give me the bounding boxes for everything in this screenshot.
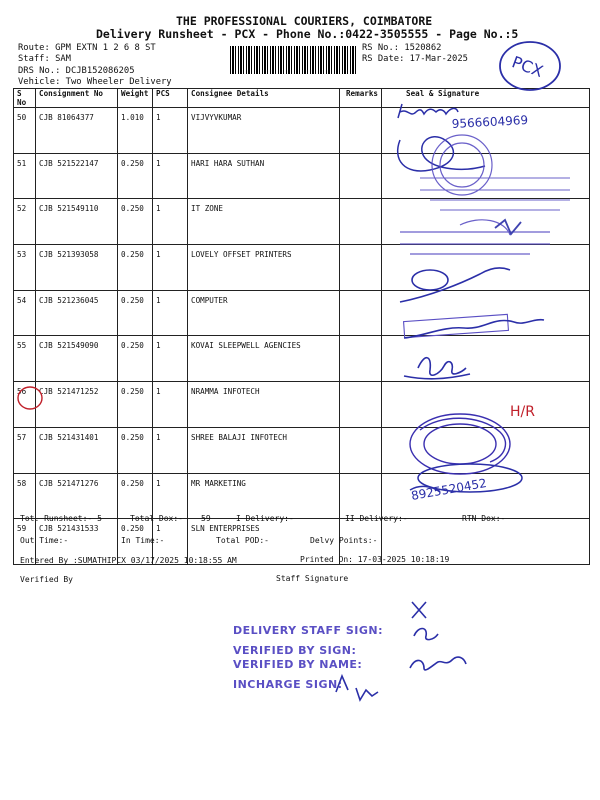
cell-sno: 56: [14, 382, 36, 428]
cell-pcs: 1: [153, 336, 188, 382]
cell-consignment: CJB 521549090: [36, 336, 118, 382]
seal-stamp-row-52: [420, 135, 570, 210]
phone-row-50: 9566604969: [451, 113, 529, 131]
mark-row-57: H/R: [510, 404, 535, 420]
cell-sno: 53: [14, 245, 36, 291]
cell-pcs: 1: [153, 153, 188, 199]
staff-text: Staff: SAM: [18, 54, 71, 64]
seal-stamp-row-55: [404, 314, 544, 338]
delvy-points: Delvy Points:-: [310, 536, 378, 545]
signature-row-59: [410, 464, 522, 503]
vehicle-text: Vehicle: Two Wheeler Delivery: [18, 77, 172, 87]
cell-weight: 1.010: [118, 108, 153, 154]
cell-consignment: CJB 521393058: [36, 245, 118, 291]
cell-consignee: SLN ENTERPRISES: [188, 519, 340, 565]
cell-pcs: 1: [153, 427, 188, 473]
pcx-text: PCX: [509, 52, 546, 82]
cell-pcs: 1: [153, 108, 188, 154]
cell-consignment: CJB 521522147: [36, 153, 118, 199]
col-sno: S No: [14, 89, 36, 108]
cell-weight: 0.250: [118, 473, 153, 519]
signature-row-56: [404, 358, 470, 379]
cell-consignee: MR MARKETING: [188, 473, 340, 519]
cell-pcs: 1: [153, 382, 188, 428]
cell-weight: 0.250: [118, 153, 153, 199]
i-delivery: I Delivery:-: [236, 514, 294, 523]
cell-consignee: COMPUTER: [188, 290, 340, 336]
rtn-dox: RTN Dox:-: [462, 514, 506, 523]
out-time: Out Time:-: [20, 536, 69, 545]
cell-consignee: KOVAI SLEEPWELL AGENCIES: [188, 336, 340, 382]
cell-sno: 51: [14, 153, 36, 199]
cell-weight: 0.250: [118, 382, 153, 428]
cell-weight: 0.250: [118, 519, 153, 565]
pcx-circle-mark: [500, 42, 560, 90]
cell-consignment: CJB 521431401: [36, 427, 118, 473]
cell-sno: 50: [14, 108, 36, 154]
runsheet-subtitle: Delivery Runsheet - PCX - Phone No.:0422-3505555 - Page No.:5: [96, 27, 519, 41]
route-text: Route: GPM EXTN 1 2 6 8 ST: [18, 43, 156, 53]
stamp-signatures: [336, 602, 466, 700]
cell-pcs: 1: [153, 199, 188, 245]
stamp-incharge-sign: INCHARGE SIGN:: [233, 678, 343, 691]
signature-row-50: [398, 104, 528, 131]
rs-date: RS Date: 17-Mar-2025: [362, 54, 468, 64]
cell-consignee: LOVELY OFFSET PRINTERS: [188, 245, 340, 291]
stamp-verified-sign: VERIFIED BY SIGN:: [233, 644, 357, 657]
drs-text: DRS No.: DCJB152086205: [18, 66, 135, 76]
in-time: In Time:-: [121, 536, 165, 545]
cell-weight: 0.250: [118, 427, 153, 473]
cell-sno: 57: [14, 427, 36, 473]
printed-on: Printed On: 17-03-2025 10:18:19: [300, 555, 450, 564]
total-dox-value: 59: [201, 514, 211, 523]
signature-row-51: [398, 137, 485, 171]
cell-pcs: 1: [153, 473, 188, 519]
cell-pcs: 1: [153, 519, 188, 565]
col-consignment: Consignment No: [36, 89, 118, 108]
rs-no: RS No.: 1520862: [362, 43, 442, 53]
col-remarks: Remarks: [340, 89, 382, 108]
total-pod: Total POD:-: [216, 536, 269, 545]
cell-consignment: CJB 521471252: [36, 382, 118, 428]
phone-row-59: 8925520452: [410, 475, 488, 503]
cell-sno: 52: [14, 199, 36, 245]
stamp-delivery-staff-sign: DELIVERY STAFF SIGN:: [233, 624, 384, 637]
cell-sno: 59: [14, 519, 36, 565]
cell-pcs: 1: [153, 290, 188, 336]
cell-weight: 0.250: [118, 290, 153, 336]
cell-consignment: CJB 521431533: [36, 519, 118, 565]
red-circle-row-57: [18, 387, 42, 409]
cell-sno: 55: [14, 336, 36, 382]
cell-consignment: CJB 521549110: [36, 199, 118, 245]
cell-consignment: CJB 521471276: [36, 473, 118, 519]
cell-consignee: HARI HARA SUTHAN: [188, 153, 340, 199]
col-consignee: Consignee Details: [188, 89, 340, 108]
cell-consignment: CJB 521236045: [36, 290, 118, 336]
verified-by: Verified By: [20, 575, 73, 584]
cell-sno: 58: [14, 473, 36, 519]
ii-delivery: II Delivery:-: [345, 514, 408, 523]
cell-consignee: IT ZONE: [188, 199, 340, 245]
entered-by: Entered By :SUMATHIPCX 03/17/2025 10:18:55 AM: [20, 556, 237, 565]
cell-weight: 0.250: [118, 245, 153, 291]
cell-consignee: VIJVYVKUMAR: [188, 108, 340, 154]
cell-sno: 54: [14, 290, 36, 336]
company-title: THE PROFESSIONAL COURIERS, COIMBATORE: [176, 14, 433, 28]
cell-weight: 0.250: [118, 336, 153, 382]
total-dox-label: Total Dox:-: [130, 514, 183, 523]
cell-pcs: 1: [153, 245, 188, 291]
tot-runsheet: Tot. Runsheet:- 5: [20, 514, 102, 523]
cell-consignment: CJB 81064377: [36, 108, 118, 154]
signature-row-54: [400, 268, 510, 302]
col-pcs: PCS: [153, 89, 188, 108]
cell-consignee: SHREE BALAJI INFOTECH: [188, 427, 340, 473]
col-weight: Weight: [118, 89, 153, 108]
cell-consignee: NRAMMA INFOTECH: [188, 382, 340, 428]
col-signature: Seal & Signature: [382, 89, 590, 108]
seal-stamp-row-53: [400, 220, 550, 254]
stamp-verified-name: VERIFIED BY NAME:: [233, 658, 363, 671]
staff-signature: Staff Signature: [276, 574, 349, 583]
cell-weight: 0.250: [118, 199, 153, 245]
